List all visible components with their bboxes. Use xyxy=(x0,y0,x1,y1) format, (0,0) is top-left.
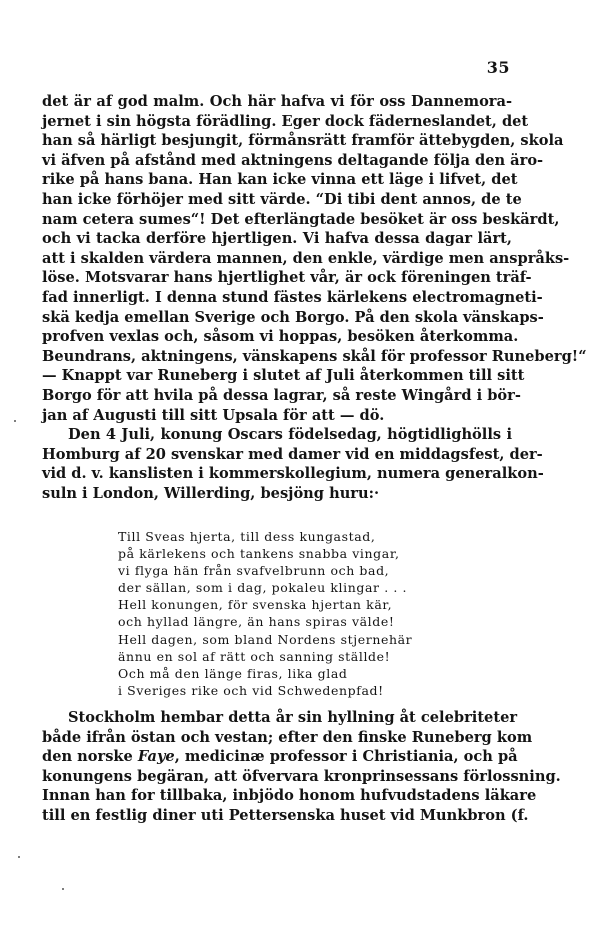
text-line: Innan han for tillbaka, inbjödo honom hufvudstadens läkare xyxy=(42,787,537,805)
italic-name-faye: Faye xyxy=(137,748,175,766)
text-line: Homburg af 20 svenskar med damer vid en middagsfest, der- xyxy=(42,445,543,463)
poem-line: der sällan, som i dag, pokaleu klingar . . . xyxy=(118,580,408,596)
poem-line: Och må den länge firas, lika glad xyxy=(118,665,348,681)
text-line: Stockholm hembar detta år sin hyllning åt celebriteter xyxy=(68,709,518,726)
page-number: 35 xyxy=(486,58,510,77)
poem-line: vi flyga hän från svafvelbrunn och bad, xyxy=(118,563,390,579)
text-line: det är af god malm. Och här hafva vi för oss Dannemora- xyxy=(42,93,512,110)
text-line: Borgo för att hvila på dessa lagrar, så reste Wingård i bör- xyxy=(42,386,521,404)
text-line: jan af Augusti till sitt Upsala för att — dö. xyxy=(42,406,385,424)
scan-speck xyxy=(14,420,16,422)
scan-speck xyxy=(18,856,20,858)
text-line: profven vexlas och, såsom vi hoppas, besöken återkomma. xyxy=(42,328,519,346)
text-line: och vi tacka derföre hjertligen. Vi hafva dessa dagar lärt, xyxy=(42,230,512,248)
text-line: han icke förhöjer med sitt värde. “Di tibi dent annos, de te xyxy=(42,190,522,208)
text-line: jernet i sin högsta förädling. Eger dock fäderneslandet, det xyxy=(42,112,529,130)
text-line: rike på hans bana. Han kan icke vinna ett läge i lifvet, det xyxy=(42,171,518,189)
text-line: både ifrån östan och vestan; efter den finske Runeberg kom xyxy=(42,728,533,746)
poem-line: Till Sveas hjerta, till dess kungastad, xyxy=(118,529,376,544)
text-line: — Knappt var Runeberg i slutet af Juli återkommen till sitt xyxy=(42,367,525,385)
paragraph-stockholm xyxy=(42,708,561,826)
poem-line: på kärlekens och tankens snabba vingar, xyxy=(118,546,400,562)
poem-line: och hyllad längre, än hans spiras välde! xyxy=(118,614,395,630)
poem xyxy=(118,528,438,699)
text-line: han så härligt besjungit, förmånsrätt framför ättebygden, skola xyxy=(42,132,564,150)
text-line: suln i London, Willerding, besjöng huru:· xyxy=(42,484,380,502)
poem-line: ännu en sol af rätt och sanning ställde! xyxy=(118,648,391,664)
text-line: fad innerligt. I denna stund fästes kärlekens electromagneti- xyxy=(42,288,543,306)
poem-line: Hell dagen, som bland Nordens stjernehär xyxy=(118,631,413,647)
text-line: skä kedja emellan Sverige och Borgo. På den skola vänskaps- xyxy=(42,308,544,326)
text-line: att i skalden värdera mannen, den enkle, värdige men anspråks- xyxy=(42,249,570,267)
paragraph-runeberg-toast xyxy=(42,92,587,503)
text-line: vid d. v. kanslisten i kommerskollegium, numera generalkon- xyxy=(42,465,544,483)
text-line: konungens begäran, att öfvervara kronprinsessans förlossning. xyxy=(42,767,561,785)
text-line xyxy=(42,747,518,767)
text-line: till en festlig diner uti Pettersenska huset vid Munkbron (f. xyxy=(42,806,529,824)
scan-speck xyxy=(62,888,64,890)
poem-line: i Sveriges rike och vid Schwedenpfad! xyxy=(118,682,384,698)
text-line: löse. Motsvarar hans hjertlighet vår, är ock föreningen träf- xyxy=(42,269,532,287)
text-line: nam cetera sumes“! Det efterlängtade besöket är oss beskärdt, xyxy=(42,210,560,228)
text-fragment: , medicinæ professor i Christiania, och på xyxy=(174,748,518,766)
poem-line: Hell konungen, för svenska hjertan kär, xyxy=(118,597,393,613)
text-line: vi äfven på afstånd med aktningens deltagande följa den äro- xyxy=(42,151,544,169)
text-line: Beundrans, aktningens, vänskapens skål för professor Runeberg!“ xyxy=(42,347,587,365)
text-fragment: den norske xyxy=(42,748,138,766)
text-line: Den 4 Juli, konung Oscars födelsedag, högtidlighölls i xyxy=(68,426,512,444)
